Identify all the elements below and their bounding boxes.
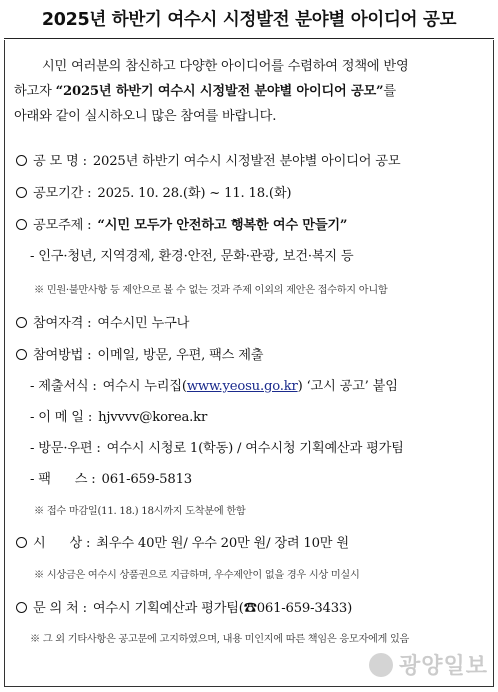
item-theme: 공모주제 : “시민 모두가 안전하고 행복한 여수 만들기” [16,214,347,233]
item-fax: - 팩 스 : 061-659-5813 [30,472,192,487]
item-eligibility: 참여자격 : 여수시민 누구나 [16,312,189,331]
item-method: 참여방법 : 이메일, 방문, 우편, 팩스 제출 [16,344,263,363]
page-title: 2025년 하반기 여수시 시정발전 분야별 아이디어 공모 [41,10,457,30]
publisher-watermark: 광양일보 [369,649,488,680]
item-submission-form: - 제출서식 : 여수시 누리집(www.yeosu.go.kr) ‘고시 공고’ 붙임 [30,379,398,394]
bullet-circle-icon [16,155,27,166]
final-note: ※ 그 외 기타사항은 공고문에 고지하였으며, 내용 미인지에 따른 책임은 응모자에게 있음 [30,634,410,645]
bullet-circle-icon [16,602,27,613]
content-frame [4,40,494,687]
intro-line-2: 하고자 “2025년 하반기 여수시 시정발전 분야별 아이디어 공모”를 [14,84,396,99]
website-link[interactable]: www.yeosu.go.kr [186,379,298,394]
bullet-circle-icon [16,187,27,198]
theme-note: ※ 민원·불만사항 등 제안으로 볼 수 없는 것과 주제 이외의 제안은 접수하지 아니함 [34,285,388,296]
intro-title-quote: “2025년 하반기 여수시 시정발전 분야별 아이디어 공모” [55,84,384,99]
email-address[interactable]: hjvvvv@korea.kr [98,410,208,425]
title-divider [4,38,494,39]
bullet-circle-icon [16,219,27,230]
bullet-circle-icon [16,317,27,328]
bullet-circle-icon [16,349,27,360]
intro-line-1: 시민 여러분의 참신하고 다양한 아이디어를 수렴하여 정책에 반영 [42,59,409,74]
item-award: 시 상 : 최우수 40만 원/ 우수 20만 원/ 장려 10만 원 [16,532,349,551]
theme-categories: - 인구·청년, 지역경제, 환경·안전, 문화·관광, 보건·복지 등 [30,249,354,264]
intro-line-3: 아래와 같이 실시하오니 많은 참여를 바랍니다. [14,109,277,124]
intro-paragraph [14,54,484,129]
item-period: 공모기간 : 2025. 10. 28.(화) ~ 11. 18.(화) [16,182,291,201]
award-note: ※ 시상금은 여수시 상품권으로 지급하며, 우수제안이 없을 경우 시상 미실시 [34,570,360,581]
item-contact: 문 의 처 : 여수시 기획예산과 평가팀(☎061-659-3433) [16,597,352,616]
item-email: - 이 메 일 : hjvvvv@korea.kr [30,410,208,425]
item-contest-name: 공 모 명 : 2025년 하반기 여수시 시정발전 분야별 아이디어 공모 [16,150,400,169]
publisher-logo-icon [369,653,393,677]
bullet-circle-icon [16,537,27,548]
item-visit-mail: - 방문·우편 : 여수시 시청로 1(학동) / 여수시청 기획예산과 평가팀 [30,441,404,456]
deadline-note: ※ 접수 마감일(11. 18.) 18시까지 도착분에 한함 [34,506,246,517]
